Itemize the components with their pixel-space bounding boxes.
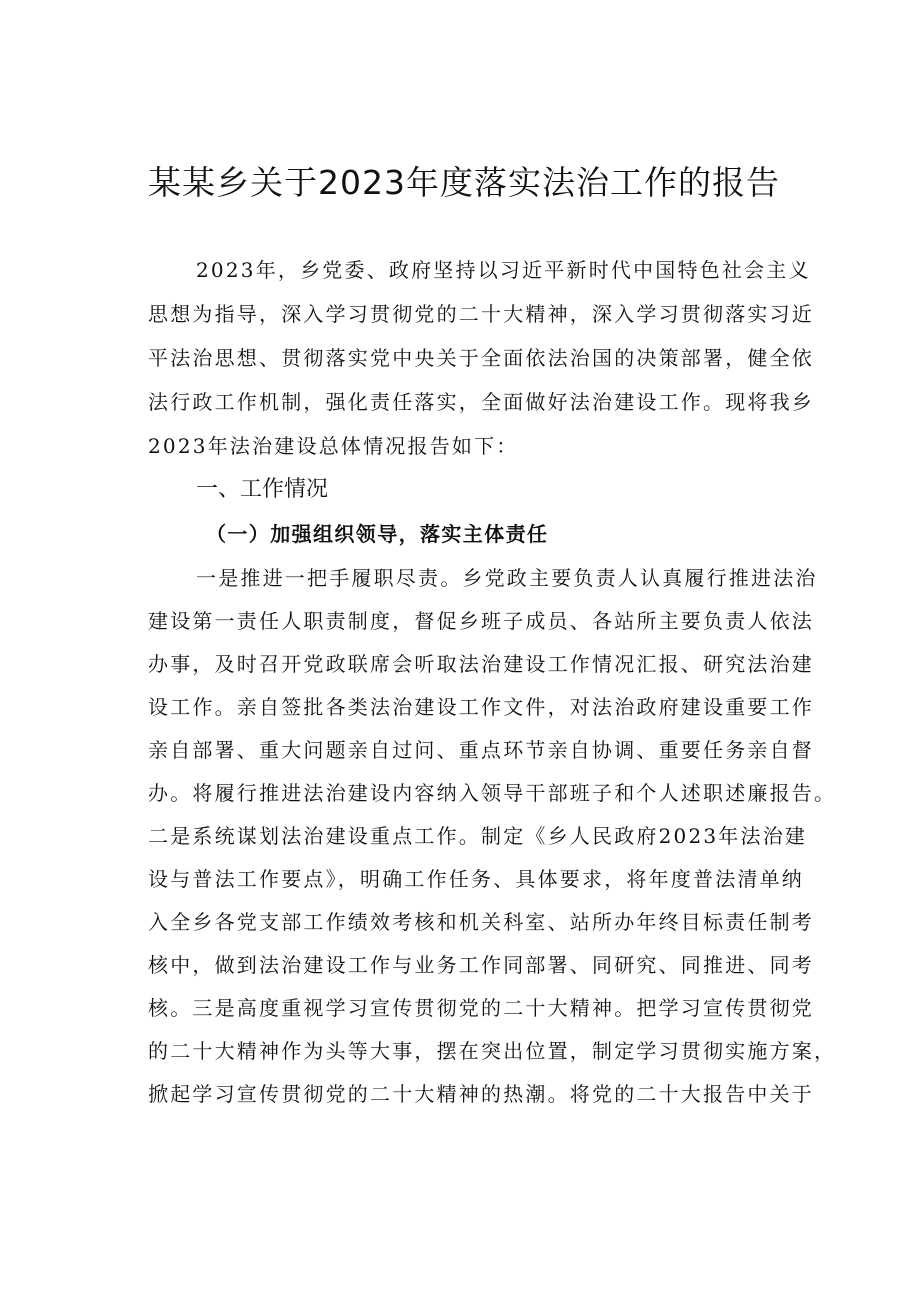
body-line: 二是系统谋划法治建设重点工作。制定《乡人民政府2023年法治建	[148, 824, 808, 848]
body-line: 掀起学习宣传贯彻党的二十大精神的热潮。将党的二十大报告中关于	[148, 1082, 814, 1106]
section-heading: 一、工作情况	[196, 477, 329, 502]
intro-line: 2023年法治建设总体情况报告如下：	[148, 434, 519, 458]
subsection-heading: （一）加强组织领导，落实主体责任	[206, 522, 549, 546]
body-line: 的二十大精神作为头等大事，摆在突出位置，制定学习贯彻实施方案，	[148, 1039, 837, 1063]
intro-line: 思想为指导，深入学习贯彻党的二十大精神，深入学习贯彻落实习近	[148, 302, 814, 326]
body-line: 建设第一责任人职责制度，督促乡班子成员、各站所主要负责人依法	[148, 609, 814, 633]
body-line: 设与普法工作要点》，明确工作任务、具体要求，将年度普法清单纳	[148, 867, 804, 891]
document-title: 某某乡关于2023年度落实法治工作的报告	[148, 163, 780, 202]
body-line: 亲自部署、重大问题亲自过问、重点环节亲自协调、重要任务亲自督	[148, 738, 814, 762]
body-line: 入全乡各党支部工作绩效考核和机关科室、站所办年终目标责任制考	[148, 910, 814, 934]
body-line: 一是推进一把手履职尽责。乡党政主要负责人认真履行推进法治	[196, 566, 818, 590]
body-line: 核中，做到法治建设工作与业务工作同部署、同研究、同推进、同考	[148, 953, 814, 977]
intro-line: 平法治思想、贯彻落实党中央关于全面依法治国的决策部署，健全依	[148, 346, 814, 370]
intro-line: 法行政工作机制，强化责任落实，全面做好法治建设工作。现将我乡	[148, 390, 814, 414]
body-line: 办。将履行推进法治建设内容纳入领导干部班子和个人述职述廉报告。	[148, 781, 837, 805]
body-line: 核。三是高度重视学习宣传贯彻党的二十大精神。把学习宣传贯彻党	[148, 996, 814, 1020]
body-line: 办事，及时召开党政联席会听取法治建设工作情况汇报、研究法治建	[148, 652, 814, 676]
body-line: 设工作。亲自签批各类法治建设工作文件，对法治政府建设重要工作	[148, 695, 814, 719]
intro-line: 2023年，乡党委、政府坚持以习近平新时代中国特色社会主义	[196, 258, 811, 282]
